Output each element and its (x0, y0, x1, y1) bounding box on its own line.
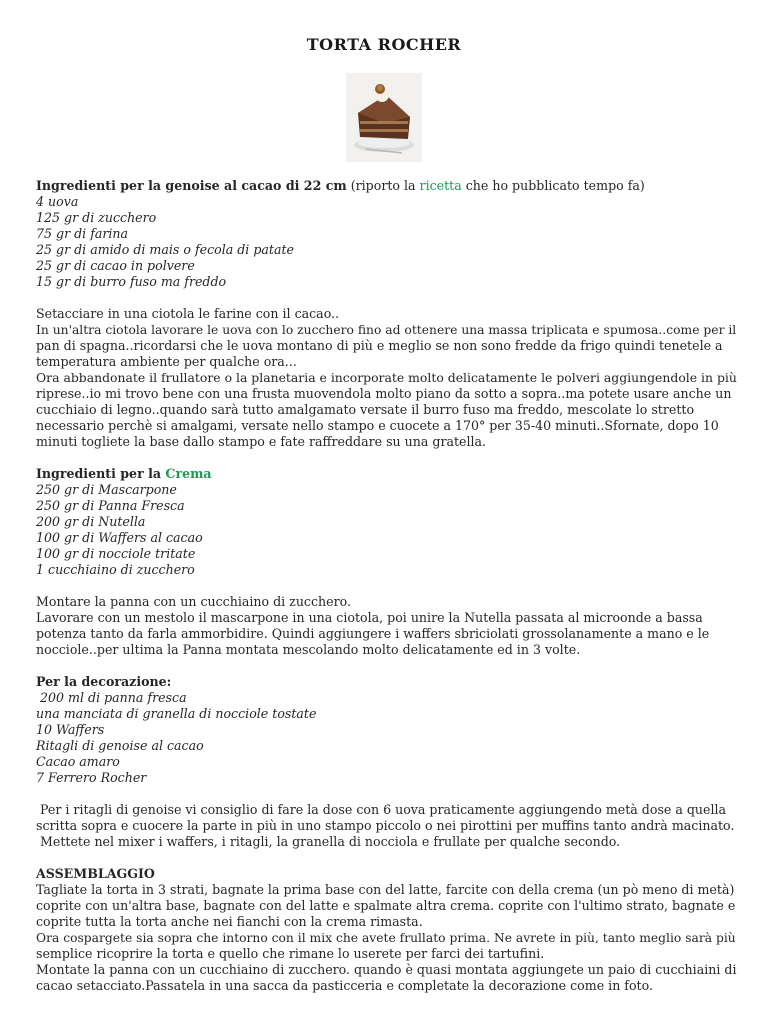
method-line: Setacciare in una ciotola le farine con il cacao.. (36, 306, 340, 321)
crema-ingredients (36, 482, 736, 578)
ingredient: 25 gr di cacao in polvere (36, 258, 195, 273)
ingredient: 200 gr di Nutella (36, 514, 146, 529)
method-line: Tagliate la torta in 3 strati, bagnate la prima base con del latte, farcite con della crema (un pò meno di metà) (36, 882, 735, 897)
method-line: coprite con un'altra base, bagnate con del latte e spalmate altra crema. coprite con l'ultimo strato, bagnate e (36, 898, 736, 913)
method-line: coprite tutta la torta anche nei fianchi con la crema rimasta. (36, 914, 423, 929)
page-title: TORTA ROCHER (306, 35, 462, 54)
ingredient: 100 gr di Waffers al cacao (36, 530, 203, 545)
recipe-body (36, 178, 736, 994)
method-line: nocciole..per ultima la Panna montata mescolando molto delicatamente ed in 3 volte. (36, 642, 581, 657)
ingredient: 4 uova (36, 194, 79, 209)
method-line: temperatura ambiente per qualche ora... (36, 354, 297, 369)
decorazione-ingredients (36, 690, 736, 786)
method-line: Montare la panna con un cucchiaino di zucchero. (36, 594, 351, 609)
assemblaggio-method (36, 882, 736, 994)
decorazione-heading: Per la decorazione: (36, 674, 172, 689)
ingredient: 100 gr di nocciole tritate (36, 546, 196, 561)
crema-method (36, 594, 736, 658)
method-line: Lavorare con un mestolo il mascarpone in una ciotola, poi unire la Nutella passata al microonde a bassa (36, 610, 703, 625)
crema-link[interactable]: Crema (165, 466, 212, 481)
ingredient: 1 cucchiaino di zucchero (36, 562, 195, 577)
ingredient: 250 gr di Mascarpone (36, 482, 177, 497)
ingredient: 200 ml di panna fresca (36, 690, 187, 705)
method-line: Montate la panna con un cucchiaino di zucchero. quando è quasi montata aggiungete un paio di cucchiaini di (36, 962, 737, 977)
cake-photo (346, 73, 422, 162)
crema-heading: Ingredienti per la Crema (36, 466, 212, 481)
ingredient: 25 gr di amido di mais o fecola di patate (36, 242, 294, 257)
assemblaggio-heading: ASSEMBLAGGIO (36, 866, 155, 881)
method-line: Ora abbandonate il frullatore o la planetaria e incorporate molto delicatamente le polveri aggiungendole in più (36, 370, 737, 385)
method-line: necessario perchè si amalgami, versate nello stampo e cuocete a 170° per 35-40 minuti..Sfornate, dopo 10 (36, 418, 719, 433)
method-line: pan di spagna..ricordarsi che le uova montano di più e meglio se non sono fredde da frigo quindi tenetele a (36, 338, 723, 353)
ingredient: 125 gr di zucchero (36, 210, 157, 225)
method-line: riprese..io mi trovo bene con una frusta muovendola molto piano da sotto a sopra..ma potete usare anche un (36, 386, 732, 401)
ingredient: 15 gr di burro fuso ma freddo (36, 274, 227, 289)
method-line: cucchiaio di legno..quando sarà tutto amalgamato versate il burro fuso ma freddo, mescolate lo stretto (36, 402, 695, 417)
method-line: In un'altra ciotola lavorare le uova con lo zucchero fino ad ottenere una massa triplicata e spumosa..come per il (36, 323, 737, 337)
method-line: cacao setacciato.Passatela in una sacca da pasticceria e completate la decorazione come in foto. (36, 978, 653, 993)
ingredient: una manciata di granella di nocciole tostate (36, 706, 317, 721)
method-line: Mettete nel mixer i waffers, i ritagli, la granella di nocciola e frullate per qualche secondo. (36, 834, 621, 849)
method-line: Ora cospargete sia sopra che intorno con il mix che avete frullato prima. Ne avrete in più, tanto meglio sarà più (36, 931, 736, 945)
chocolate-cake-slice-icon (346, 73, 422, 162)
genoise-ingredients (36, 194, 736, 290)
ingredient: Cacao amaro (36, 754, 120, 769)
ingredient: Ritagli di genoise al cacao (36, 738, 204, 753)
method-line: minuti togliete la base dallo stampo e fate raffreddare su una gratella. (36, 434, 487, 449)
method-line: potenza tanto da farla ammorbidire. Quindi aggiungere i waffers sbriciolati grossolanamente a mano e le (36, 626, 710, 641)
method-line: Per i ritagli di genoise vi consiglio di fare la dose con 6 uova praticamente aggiungendo metà dose a quella (36, 802, 727, 817)
genoise-heading: Ingredienti per la genoise al cacao di 22 cm (riporto la ricetta che ho pubblicato tempo fa) (36, 178, 645, 193)
ingredient: 7 Ferrero Rocher (36, 770, 147, 785)
method-line: scritta sopra e cuocere la parte in più in uno stampo piccolo o nei pirottini per muffins tanto andrà macinato. (36, 818, 735, 833)
ingredient: 75 gr di farina (36, 226, 129, 241)
method-line: semplice ricoprire la torta e quello che rimane lo userete per farci dei tartufini. (36, 946, 545, 961)
genoise-method (36, 306, 736, 450)
decorazione-method (36, 802, 736, 850)
ricetta-link[interactable]: ricetta (419, 178, 462, 193)
ingredient: 250 gr di Panna Fresca (36, 498, 185, 513)
ingredient: 10 Waffers (36, 722, 105, 737)
